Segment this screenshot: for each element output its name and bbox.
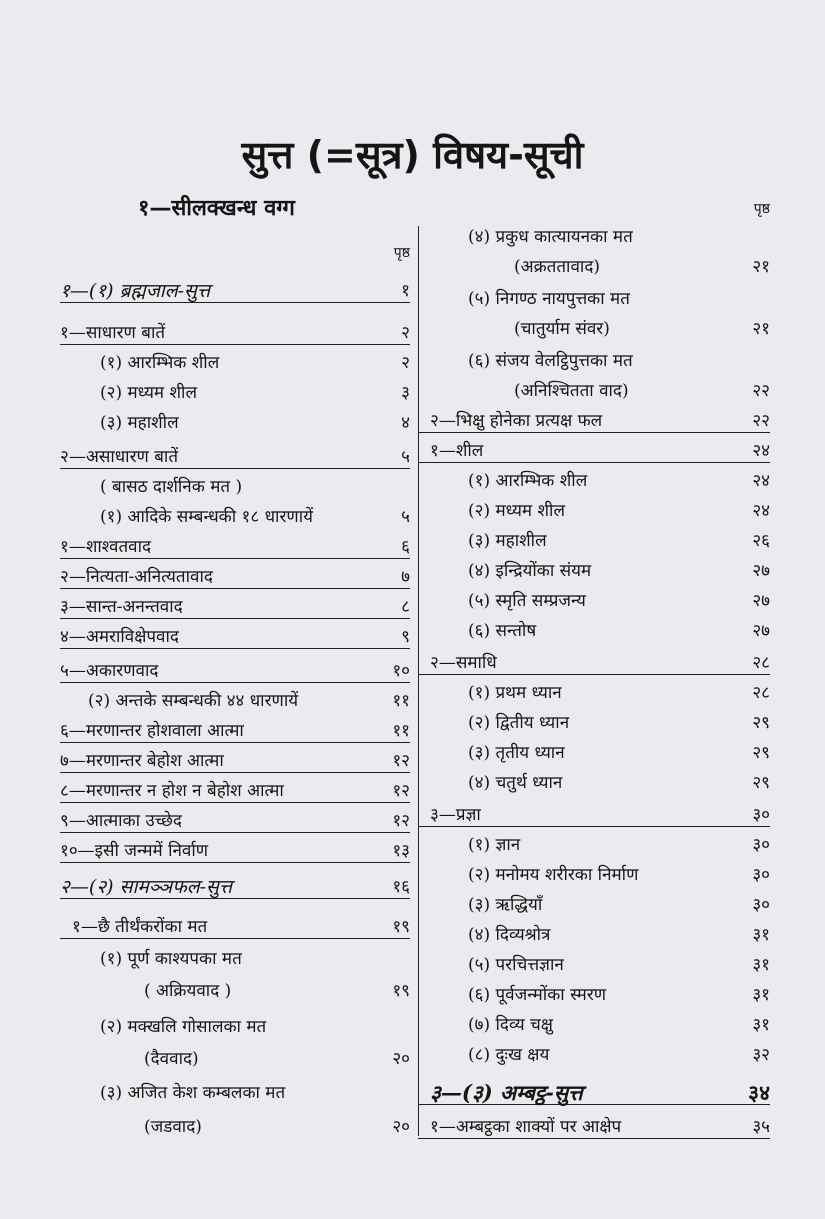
toc-entry-title: (४) इन्द्रियोंका संयम (468, 561, 592, 581)
toc-entry-page: ३४ (748, 1080, 770, 1105)
toc-entry-page: ३० (752, 835, 770, 855)
toc-entry (60, 772, 410, 803)
toc-entry-page: ३० (752, 805, 770, 825)
toc-entry-title: (अक्रततावाद) (514, 257, 600, 277)
toc-entry-page: २१ (752, 257, 770, 277)
toc-entry (60, 528, 410, 559)
toc-entry-page: १ (401, 281, 410, 301)
toc-entry-title: (२) मक्खलि गोसालका मत (100, 1017, 267, 1037)
toc-entry-title: (३) अजित केश कम्बलका मत (100, 1083, 286, 1103)
toc-entry-title: २—नित्यता-अनित्यतावाद (60, 567, 213, 587)
toc-entry (60, 618, 410, 649)
toc-entry-page: २९ (752, 713, 770, 733)
toc-entry-title: (१) आरम्भिक शील (100, 353, 220, 373)
toc-entry-title: २—भिक्षु होनेका प्रत्यक्ष फल (430, 411, 603, 431)
toc-entry-page: ३२ (752, 1045, 770, 1065)
toc-entry-page: २७ (752, 621, 770, 641)
toc-entry-title: (५) परचित्तज्ञान (468, 955, 564, 975)
toc-entry-title: (५) स्मृति सम्प्रजन्य (468, 591, 586, 611)
toc-entry-title: १—अम्बट्ठका शाक्यों पर आक्षेप (430, 1117, 622, 1137)
toc-entry (60, 1040, 410, 1070)
toc-entry-page: ३० (752, 865, 770, 885)
toc-entry-title: १—(१) ब्रह्मजाल-सुत्त (60, 280, 210, 302)
toc-entry-page: ११ (392, 721, 410, 741)
toc-entry-page: १९ (392, 981, 410, 1001)
toc-entry-page: ३१ (752, 1015, 770, 1035)
toc-entry-page: २१ (752, 319, 770, 339)
toc-entry (60, 1074, 410, 1104)
toc-entry-title: ९—आत्माका उच्छेद (60, 811, 182, 831)
toc-entry-title: (८) दुःख क्षय (468, 1045, 550, 1065)
toc-entry-title: (३) तृतीय ध्यान (468, 743, 565, 763)
toc-entry-page: ५ (401, 447, 410, 467)
toc-entry-page: ८ (401, 597, 410, 617)
toc-entry-page: २४ (752, 471, 770, 491)
toc-entry-page: ३१ (752, 985, 770, 1005)
toc-entry (60, 272, 410, 303)
toc-entry-page: ७ (401, 567, 410, 587)
toc-entry (60, 712, 410, 743)
toc-entry-page: ९ (401, 627, 410, 647)
toc-entry-page: २२ (752, 381, 770, 401)
toc-entry (60, 374, 410, 404)
toc-entry-title: (२) अन्तके सम्बन्धकी ४४ धारणायें (88, 691, 299, 711)
toc-entry (60, 652, 410, 683)
toc-entry-page: ३० (752, 895, 770, 915)
toc-entry-title: ३—(३) अम्बट्ठ-सुत्त (430, 1080, 583, 1105)
toc-entry-title: (३) महाशील (468, 531, 547, 551)
toc-entry-page: २८ (752, 683, 770, 703)
toc-entry-page: २० (392, 1049, 410, 1069)
toc-entry-page: १६ (392, 877, 410, 897)
toc-entry-title: ५—अकारणवाद (60, 661, 159, 681)
toc-entry-title: (१) पूर्ण काश्यपका मत (100, 949, 242, 969)
toc-entry-title: २—(२) सामञ्ञफल-सुत्त (60, 876, 233, 898)
toc-entry-title: (अनिश्चितता वाद) (514, 381, 629, 401)
toc-entry-title: (३) ऋद्धियाँ (468, 895, 543, 915)
toc-entry-title: २—असाधारण बातें (60, 447, 179, 467)
toc-entry-title: १०—इसी जन्ममें निर्वाण (60, 841, 209, 861)
toc-entry-title: (६) संजय वेलट्ठिपुत्तका मत (468, 351, 633, 371)
toc-entry-title: १—शील (430, 441, 484, 461)
toc-entry-title: १—छै तीर्थंकरोंका मत (72, 917, 208, 937)
toc-entry (60, 588, 410, 619)
toc-entry-title: (दैववाद) (144, 1049, 199, 1069)
toc-entry-page: २८ (752, 653, 770, 673)
toc-entry (60, 314, 410, 345)
toc-entry-title: (५) निगण्ठ नायपुत्तका मत (468, 289, 630, 309)
toc-entry (60, 940, 410, 970)
toc-entry-title: (१) आरम्भिक शील (468, 471, 588, 491)
toc-entry-title: ८—मरणान्तर न होश न बेहोश आत्मा (60, 781, 284, 801)
toc-entry-title: (२) मनोमय शरीरका निर्माण (468, 865, 639, 885)
toc-entry (60, 802, 410, 833)
column-divider (418, 226, 771, 1136)
toc-entry-page: २७ (752, 591, 770, 611)
toc-entry-title: ( बासठ दार्शनिक मत ) (100, 477, 243, 497)
toc-entry-page: २० (392, 1117, 410, 1137)
toc-entry-page: ३१ (752, 925, 770, 945)
toc-entry-page: ५ (401, 507, 410, 527)
toc-entry-title: ३—प्रज्ञा (430, 805, 481, 825)
toc-entry-page: १९ (392, 917, 410, 937)
page-title: सुत्त (=सूत्र) विषय-सूची (241, 133, 584, 177)
toc-entry-page: २९ (752, 773, 770, 793)
toc-entry-title: १—शाश्वतवाद (60, 537, 152, 557)
toc-entry-title: १—सीलक्खन्ध वग्ग (138, 196, 295, 221)
toc-entry-page: १२ (392, 751, 410, 771)
toc-entry-title: ( अक्रियवाद ) (144, 981, 232, 1001)
toc-entry-page: ३१ (752, 955, 770, 975)
toc-entry-page: १२ (392, 811, 410, 831)
toc-entry (60, 972, 410, 1002)
toc-entry-title: (जडवाद) (144, 1117, 202, 1137)
toc-entry-title: (२) मध्यम शील (100, 383, 197, 403)
toc-entry-page: २७ (752, 561, 770, 581)
toc-entry-page: १० (392, 661, 410, 681)
toc-entry-page: ४ (401, 413, 410, 433)
toc-entry (60, 190, 410, 220)
toc-entry-page: २४ (752, 501, 770, 521)
toc-entry-title: (२) मध्यम शील (468, 501, 565, 521)
toc-entry (60, 404, 410, 434)
toc-entry-title: ६—मरणान्तर होशवाला आत्मा (60, 721, 244, 741)
toc-entry-title: (६) सन्तोष (468, 621, 537, 641)
toc-entry-title: (७) दिव्य चक्षु (468, 1015, 554, 1035)
toc-entry (60, 498, 410, 528)
toc-entry (60, 438, 410, 469)
toc-entry-page: १३ (392, 841, 410, 861)
toc-entry-page: २२ (752, 411, 770, 431)
toc-entry-page: १२ (392, 781, 410, 801)
toc-entry-page: ६ (401, 537, 410, 557)
toc-entry (60, 1108, 410, 1138)
toc-entry (60, 868, 410, 899)
toc-entry-title: (३) महाशील (100, 413, 179, 433)
toc-entry-page: पृष्ठ (393, 245, 410, 261)
toc-entry-page: २९ (752, 743, 770, 763)
toc-entry-title: २—समाधि (430, 653, 497, 673)
toc-entry-title: १—साधारण बातें (60, 323, 166, 343)
toc-entry-title: ७—मरणान्तर बेहोश आत्मा (60, 751, 224, 771)
toc-entry-title: (१) ज्ञान (468, 835, 521, 855)
toc-entry (60, 832, 410, 863)
toc-entry-title: ४—अमराविक्षेपवाद (60, 627, 179, 647)
toc-entry-title: ३—सान्त-अनन्तवाद (60, 597, 183, 617)
toc-entry (418, 190, 770, 220)
toc-entry-title: (४) चतुर्थ ध्यान (468, 773, 563, 793)
toc-entry-page: २ (401, 323, 410, 343)
toc-entry-page: २६ (752, 531, 770, 551)
toc-entry (60, 1008, 410, 1038)
toc-entry-title: (चातुर्याम संवर) (514, 319, 610, 339)
toc-entry-page: २४ (752, 441, 770, 461)
toc-entry-title: (६) पूर्वजन्मोंका स्मरण (468, 985, 607, 1005)
toc-entry (60, 234, 410, 264)
toc-entry (60, 742, 410, 773)
toc-entry-page: ३ (401, 383, 410, 403)
toc-entry (60, 558, 410, 589)
toc-entry (60, 682, 410, 712)
toc-entry-title: (२) द्वितीय ध्यान (468, 713, 570, 733)
toc-entry-title: (१) आदिके सम्बन्धकी १८ धारणायें (100, 507, 313, 527)
toc-entry-page: २ (401, 353, 410, 373)
toc-entry (60, 908, 410, 939)
toc-entry (60, 344, 410, 374)
toc-entry-title: (४) प्रकुध कात्यायनका मत (468, 227, 633, 247)
toc-entry-page: पृष्ठ (753, 201, 770, 217)
toc-entry-page: ११ (392, 691, 410, 711)
toc-entry-title: (१) प्रथम ध्यान (468, 683, 562, 703)
toc-entry-title: (४) दिव्यश्रोत्र (468, 925, 551, 945)
toc-entry-page: ३५ (752, 1117, 770, 1137)
toc-entry (60, 468, 410, 498)
